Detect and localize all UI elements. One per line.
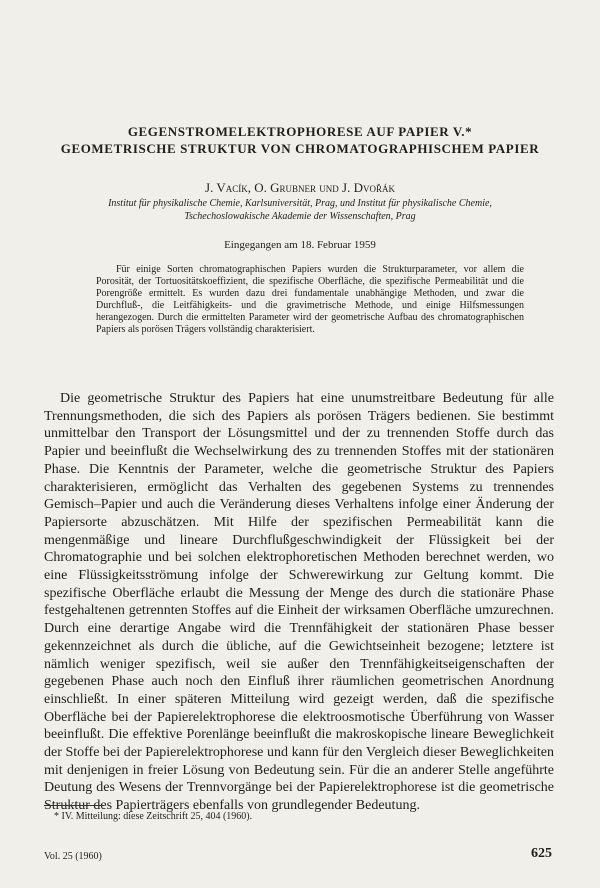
affiliation-line-2: Tschechoslowakische Akademie der Wissenschaften, Prag xyxy=(184,210,416,222)
title-line-2: GEOMETRISCHE STRUKTUR VON CHROMATOGRAPHISCHEM PAPIER xyxy=(60,141,540,156)
abstract: Für einige Sorten chromatographischen Papiers wurden die Strukturparameter, vor allem die Porosität, der Tortuositätskoeffizient, die spezifische Oberfläche, die spezifische Permeabilität und die Porengröße ermittelt. Es wurden dazu drei fundamentale unabhängige Methoden, und zwar die Durchfluß-, die Leitfähigkeits- und die gravimetrische Methode, und einige Hilfsmessungen herangezogen. Durch die ermittelten Parameter wird der geometrische Aufbau des chromatographischen Papiers als porösen Trägers vollständig charakterisiert. xyxy=(96,264,524,335)
footnote: * IV. Mitteilung: diese Zeitschrift 25, 404 (1960). xyxy=(54,811,253,822)
received-date: Eingegangen am 18. Februar 1959 xyxy=(224,239,376,251)
page-number: 625 xyxy=(531,846,552,861)
affiliation xyxy=(30,198,570,223)
footnote-rule xyxy=(44,805,104,806)
authors: J. Vacík, O. Grubner und J. Dvořák xyxy=(205,180,395,195)
volume-info: Vol. 25 (1960) xyxy=(44,851,102,862)
title-line-1: GEGENSTROMELEKTROPHORESE AUF PAPIER V.* xyxy=(127,124,473,139)
article-title xyxy=(0,123,600,157)
body-paragraph: Die geometrische Struktur des Papiers hat eine unumstreitbare Bedeutung für alle Trennungsmethoden, die sich des Papiers als porösen Trägers bedienen. Sie bestimmt unmittelbar den Transport der Lösungsmittel und der zu trennenden Stoffe durch das Papier und beeinflußt die Wechselwirkung des zu trennenden Stoffes mit der stationären Phase. Die Kenntnis der Parameter, welche die geometrische Struktur des Papiers charakterisieren, ermöglicht das Verhalten des gegebenen Systems zu trennendes Gemisch–Papier und auch die Veränderung dieses Verhaltens infolge einer Änderung der Papiersorte abzuschätzen. Mit Hilfe der spezifischen Permeabilität kann die mengenmäßige und lineare Durchflußgeschwindigkeit der Flüssigkeit bei der Chromatographie und bei solchen elektrophoretischen Methoden berechnet werden, wo eine Flüssigkeitsströmung infolge der Schwerewirkung zur Geltung kommt. Die spezifische Oberfläche erlaubt die Messung der Menge des durch die stationäre Phase festgehaltenen getrennten Stoffes auf die Einheit der wirksamen Oberfläche umzurechnen. Durch eine derartige Angabe wird die Trennfähigkeit der stationären Phase besser gekennzeichnet als durch die übliche, auf die Gewichtseinheit bezogene; letztere ist nämlich weniger spezifisch, weil sie außer den Trennfähigkeitseigenschaften der gegebenen Phase auch noch den Einfluß ihrer räumlichen geometrischen Anordnung einschließt. In einer späteren Mitteilung wird gezeigt werden, daß die spezifische Oberfläche bei der Papierelektrophorese die elektroosmotische Überführung von Wasser beeinflußt. Die effektive Porenlänge beeinflußt die makroskopische lineare Beweglichkeit der Stoffe bei der Papierelektrophorese und kann für den Vergleich dieser Beweglichkeiten mit denjenigen in freier Lösung von Bedeutung sein. Für die an anderer Stelle angeführte Deutung des Wesens der Trennvorgänge bei der Papierelektrophorese ist die geometrische Struktur des Papierträgers ebenfalls von grundlegender Bedeutung. xyxy=(44,391,554,814)
affiliation-line-1: Institut für physikalische Chemie, Karlsuniversität, Prag, und Institut für physikalische Chemie, xyxy=(108,198,492,209)
